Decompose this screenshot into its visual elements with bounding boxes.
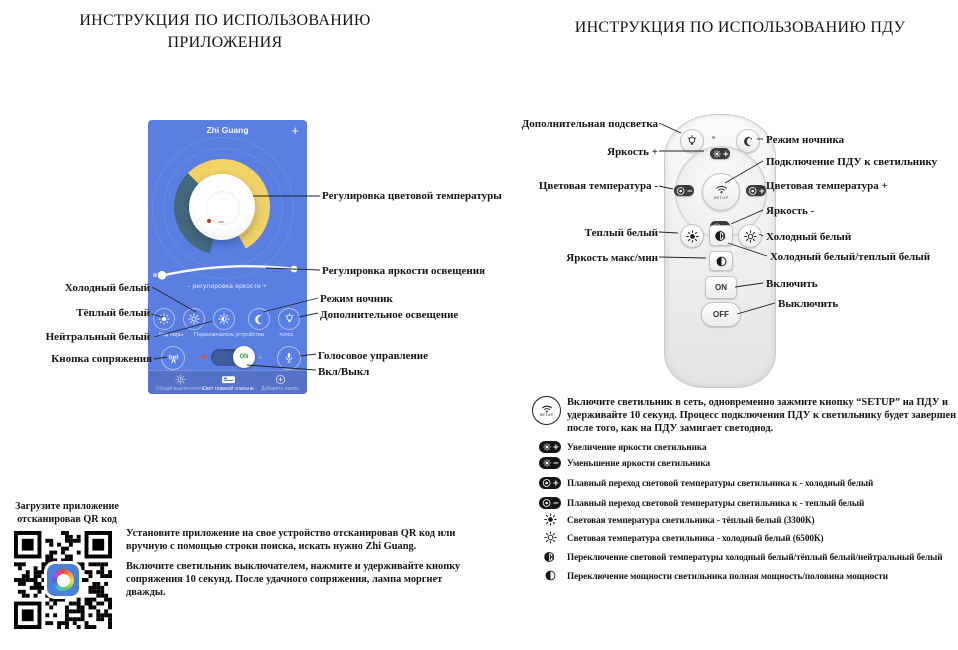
sun-filled-icon (153, 308, 175, 330)
moon-icon (248, 308, 270, 330)
legend-item: Световая температура светильника - холодный белый (6500К) (538, 530, 824, 545)
remote-instruction-title: ИНСТРУКЦИЯ ПО ИСПОЛЬЗОВАНИЮ ПДУ (574, 19, 906, 36)
callout-brightness-control: Регулировка яркости освещения (322, 265, 486, 277)
toggle-off-dot (202, 355, 206, 359)
qr-code (14, 531, 112, 629)
svg-text:K: K (720, 233, 726, 241)
callout-voice-control: Голосовое управление (318, 350, 429, 362)
callout-brightness-maxmin: Яркость макс/мин (566, 252, 658, 264)
device-toggle-knob (233, 346, 255, 368)
setup-icon (532, 396, 561, 425)
sun-outline-icon (538, 531, 562, 544)
callout-turn-on: Включить (766, 278, 818, 290)
mic-glyph (284, 352, 294, 364)
brightness-plus-icon (539, 441, 561, 453)
sun-filled-glyph (686, 230, 699, 243)
bed-icon (220, 373, 236, 385)
callout-pdu-connect: Подключение ПДУ к светильнику (766, 156, 938, 168)
moon-glyph (254, 314, 265, 325)
remote-control (664, 114, 776, 388)
setup-button (702, 173, 740, 211)
setup-label: SETUP (539, 412, 554, 417)
callout-extra-light: Дополнительное освещение (320, 309, 459, 321)
half-circle-k-icon (709, 225, 733, 246)
add-icon (272, 373, 288, 385)
callout-extra-backlight: Дополнительная подсветка (521, 118, 658, 130)
voice-label: голос (279, 332, 294, 338)
off-label: OFF (713, 310, 729, 319)
callout-turn-off: Выключить (778, 298, 839, 310)
legend-item: Плавный переход световой температуры светильника к - холодный белый (538, 475, 873, 490)
legend-item: K Переключение световой температуры холодный белый/тёплый белый/нейтральный белый (538, 549, 942, 564)
callout-cold-warm-white: Холодный белый/теплый белый (770, 251, 931, 263)
qr-caption: Загрузите приложение отсканировав QR код (15, 501, 119, 525)
half-circle-icon (538, 569, 562, 582)
colortemp-plus-icon (746, 185, 766, 196)
callout-on-off: Вкл/Выкл (318, 366, 370, 378)
brightness-plus-icon (710, 148, 730, 159)
legend-item: Световая температура светильника - тёплый белый (3300К) (538, 512, 815, 527)
half-circle-icon (709, 251, 733, 271)
nav-tab-center-label: Свет главной спальни (202, 386, 254, 392)
sun-half-icon (213, 308, 235, 330)
half-circle-k-icon (538, 550, 562, 564)
bulb-glyph (686, 135, 698, 148)
app-logo (47, 564, 79, 596)
sun-outline-glyph (188, 313, 200, 325)
on-button (705, 276, 737, 299)
sun-outline-icon (183, 308, 205, 330)
sun-plus-glyph (711, 149, 730, 159)
dial-mark (218, 221, 224, 223)
dial-inner-circle (206, 191, 240, 225)
toggle-on-text: ON (239, 354, 249, 360)
callout-color-temp-control: Регулировка цветовой температуры (322, 190, 502, 202)
svg-text:K: K (549, 554, 555, 562)
legend-item: Уменьшение яркости светильника (538, 455, 710, 470)
toggle-on-dot (259, 356, 262, 359)
callout-night-mode: Режим ночник (320, 293, 393, 305)
app-logo-bulb (57, 574, 70, 587)
app-instruction-title: ИНСТРУКЦИЯ ПО ИСПОЛЬЗОВАНИЮ ПРИЛОЖЕНИЯ (79, 12, 371, 52)
circled-sun-plus-glyph (747, 186, 766, 196)
moon-glyph (743, 136, 754, 147)
led-indicator (712, 136, 715, 139)
half-circle-glyph (715, 255, 728, 268)
colortemp-minus-icon (674, 185, 694, 196)
callout-cold-white-remote: Холодный белый (766, 231, 852, 243)
plus-circle-glyph (275, 374, 286, 385)
setup-note-text: Включите светильник в сеть, одновременно зажмите кнопку “SETUP” на ПДУ и удерживайте 10 секунд. Процесс подключения ПДУ к светильнику будет завершен после того, как на ПДУ замигает светодиод. (567, 397, 957, 434)
dial-red-dot (207, 219, 211, 223)
half-circle-k-glyph (714, 229, 728, 243)
callout-brightness-plus: Яркость + (607, 146, 658, 158)
on-label: ON (715, 283, 727, 292)
callout-colortemp-plus: Цветовая температура + (766, 180, 888, 192)
sun-filled-glyph (158, 313, 170, 325)
antenna-glyph (167, 352, 180, 364)
wifi-icon (541, 405, 553, 413)
legend-item: Переключение мощности светильника полная мощность/половина мощности (538, 568, 888, 583)
callout-neutral-white: Нейтральный белый (45, 331, 150, 343)
install-instructions: Установите приложение на свое устройство отсканировав QR код или вручную с помощью строки поиска, искать нужно Zhi Guang. (126, 528, 456, 552)
sun-outline-glyph (744, 230, 757, 243)
bed-glyph (221, 374, 236, 385)
legend-item: Увеличение яркости светильника (538, 439, 707, 454)
sun-filled-icon (680, 224, 704, 248)
pair-code-label: Код пары (159, 332, 183, 338)
sun-outline-icon (738, 224, 762, 248)
off-button (701, 302, 741, 327)
sun-filled-icon (538, 513, 562, 526)
nav-tab-left-label: Общий выключатель (155, 386, 205, 392)
circled-sun-minus-glyph (675, 186, 694, 196)
mic-icon (277, 346, 301, 370)
phone-mockup (148, 120, 307, 394)
brightness-slider (152, 258, 302, 284)
sun-half-glyph (218, 313, 230, 325)
callout-brightness-minus: Яркость - (766, 205, 815, 217)
wifi-icon (715, 185, 728, 194)
app-logo-ring (52, 569, 74, 591)
brightness-minus-icon (539, 457, 561, 469)
phone-app-title: Zhi Guang (206, 125, 249, 135)
setup-label: SETUP (713, 194, 729, 200)
bulb-icon (278, 308, 300, 330)
callout-cold-white: Холодный белый (64, 282, 150, 294)
callout-pair-button: Кнопка сопряжения (51, 353, 152, 365)
brightness-slider-label: - регулировка яркости + (187, 283, 268, 290)
gear-glyph (175, 374, 186, 385)
colortemp-minus-icon (539, 497, 561, 509)
callout-night-mode-remote: Режим ночника (766, 134, 845, 146)
bulb-glyph (284, 313, 295, 325)
plus-icon: + (291, 123, 299, 138)
colortemp-plus-icon (539, 477, 561, 489)
pairing-instructions: Включите светильник выключателем, нажмите и удерживайте кнопку сопряжения 10 секунд. После удачного сопряжения, лампа моргнет дважды. (126, 561, 461, 598)
antenna-icon (161, 346, 185, 370)
callout-warm-white-remote: Теплый белый (584, 227, 658, 239)
legend-item: Плавный переход световой температуры светильника к - теплый белый (538, 495, 864, 510)
nav-tab-right-label: Добавить лампу (261, 386, 299, 392)
callout-warm-white: Тёплый белый (76, 307, 150, 319)
device-switch-label: Переключатель устройства (194, 332, 264, 338)
callout-colortemp-minus: Цветовая температура - (538, 180, 658, 192)
settings-icon (172, 373, 188, 385)
